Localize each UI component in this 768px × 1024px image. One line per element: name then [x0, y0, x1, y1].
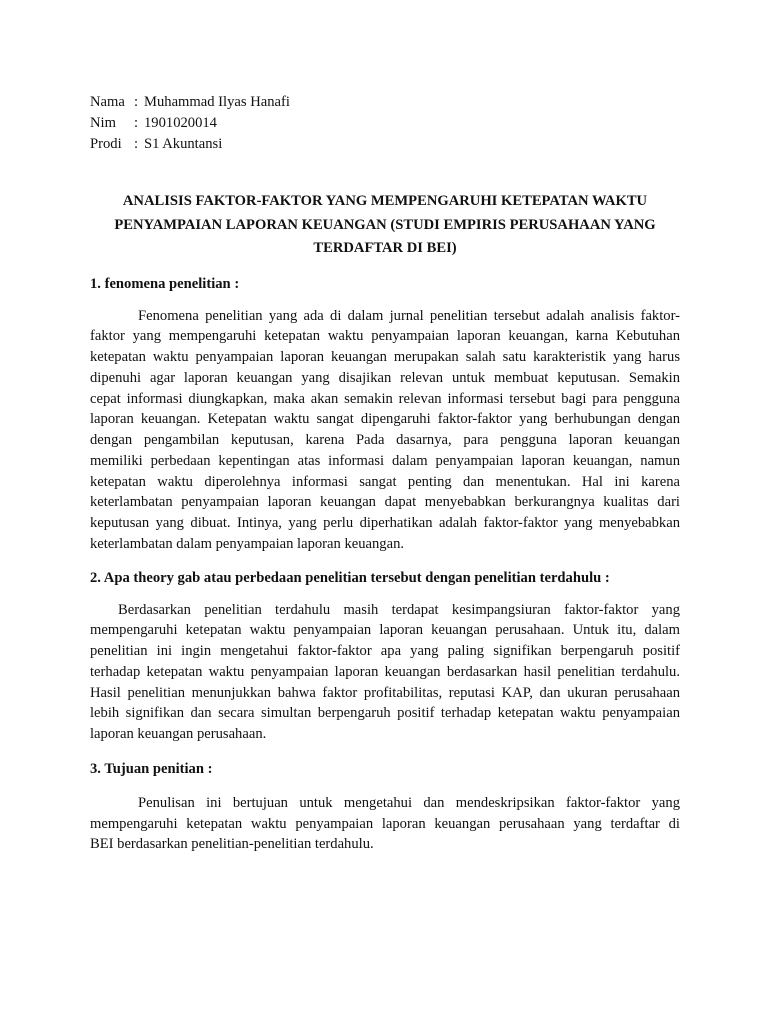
- paragraph-line: terhadap ketepatan waktu penyampaian laporan keuangan berdasarkan hasil penelitian terdahulu.: [90, 663, 680, 680]
- identity-value: S1 Akuntansi: [144, 136, 223, 152]
- paragraph-line: penelitian ini ingin mengetahui faktor-faktor apa yang paling signifikan berpengaruh positif: [90, 643, 680, 659]
- identity-label: Nama: [90, 94, 125, 110]
- paragraph-line: memiliki perbedaan kepentingan atas informasi dalam penyampaian laporan keuangan, namun: [90, 452, 680, 469]
- paragraph-line: dengan pengambilan keputusan, karena Pada dasarnya, para pengguna laporan keuangan: [90, 432, 680, 448]
- identity-separator: :: [134, 136, 139, 152]
- document-page: [90, 92, 680, 855]
- paragraph-line: Hasil penelitian menunjukkan bahwa faktor profitabilitas, reputasi KAP, dan ukuran perusahaan: [90, 684, 680, 701]
- paragraph-line: Fenomena penelitian yang ada di dalam jurnal penelitian tersebut adalah analisis faktor-: [138, 307, 680, 324]
- paragraph-line: Penulisan ini bertujuan untuk mengetahui dan mendeskripsikan faktor-faktor yang: [138, 794, 680, 811]
- section-1-heading: 1. fenomena penelitian :: [90, 275, 240, 292]
- paragraph-line: cepat informasi diungkapkan, maka akan semakin relevan informasi tersebut bagi para pengguna: [90, 390, 680, 407]
- paragraph-line: keputusan yang dibuat. Intinya, yang perlu diperhatikan adalah faktor-faktor yang menyebabkan: [90, 515, 680, 531]
- identity-row-nim: [90, 113, 680, 134]
- paragraph-line: faktor yang mempengaruhi ketepatan waktu penyampaian laporan keuangan, karna Kebutuhan: [90, 328, 680, 345]
- identity-block: [90, 92, 680, 155]
- identity-separator: :: [134, 94, 139, 110]
- section-3-heading: 3. Tujuan penitian :: [90, 760, 213, 777]
- paragraph-line: BEI berdasarkan penelitian-penelitian terdahulu.: [90, 836, 374, 853]
- title-line: ANALISIS FAKTOR-FAKTOR YANG MEMPENGARUHI KETEPATAN WAKTU: [122, 193, 648, 209]
- identity-row-name: [90, 92, 680, 113]
- paragraph-line: Berdasarkan penelitian terdahulu masih terdapat kesimpangsiuran faktor-faktor yang: [118, 601, 680, 618]
- paragraph-line: laporan keuangan. Ketepatan waktu sangat dipengaruhi faktor-faktor yang berhubungan dengan: [90, 411, 680, 428]
- identity-separator: :: [134, 115, 139, 131]
- paragraph-line: lebih signifikan dan secara simultan berpengaruh positif terhadap ketepatan waktu penyampaian: [90, 705, 680, 722]
- section-2-heading: 2. Apa theory gab atau perbedaan penelitian tersebut dengan penelitian terdahulu :: [90, 569, 610, 586]
- identity-value: Muhammad Ilyas Hanafi: [144, 94, 290, 110]
- document-title: [90, 190, 680, 261]
- identity-label: Nim: [90, 115, 116, 131]
- paragraph-line: laporan keuangan perusahaan.: [90, 726, 267, 742]
- section-1-paragraph: [90, 306, 680, 555]
- paragraph-line: mempengaruhi ketepatan waktu penyampaian laporan keuangan perusahaan. Untuk itu, dalam: [90, 622, 680, 639]
- identity-value: 1901020014: [144, 115, 217, 131]
- paragraph-line: mempengaruhi ketepatan waktu penyampaian laporan keuangan perusahaan yang terdaftar di: [90, 815, 680, 832]
- section-2-paragraph: [90, 600, 680, 745]
- paragraph-line: ketepatan waktu penyampaian laporan keuangan merupakan salah satu karakteristik yang harus: [90, 349, 680, 365]
- identity-label: Prodi: [90, 136, 122, 152]
- section-3-paragraph: [90, 793, 680, 855]
- paragraph-line: ketepatan waktu diperolehnya informasi sangat penting dan menentukan. Hal ini karena: [90, 473, 680, 490]
- paragraph-line: keterlambatan penyampaian laporan keuangan dapat menyebabkan berkurangnya kualitas dari: [90, 494, 680, 511]
- identity-row-prodi: [90, 134, 680, 155]
- title-line: TERDAFTAR DI BEI): [313, 240, 457, 256]
- paragraph-line: dipenuhi agar laporan keuangan yang disajikan relevan untuk membuat keputusan. Semakin: [90, 369, 680, 386]
- paragraph-line: keterlambatan dalam penyampaian laporan keuangan.: [90, 535, 405, 552]
- title-line: PENYAMPAIAN LAPORAN KEUANGAN (STUDI EMPIRIS PERUSAHAAN YANG: [114, 216, 656, 233]
